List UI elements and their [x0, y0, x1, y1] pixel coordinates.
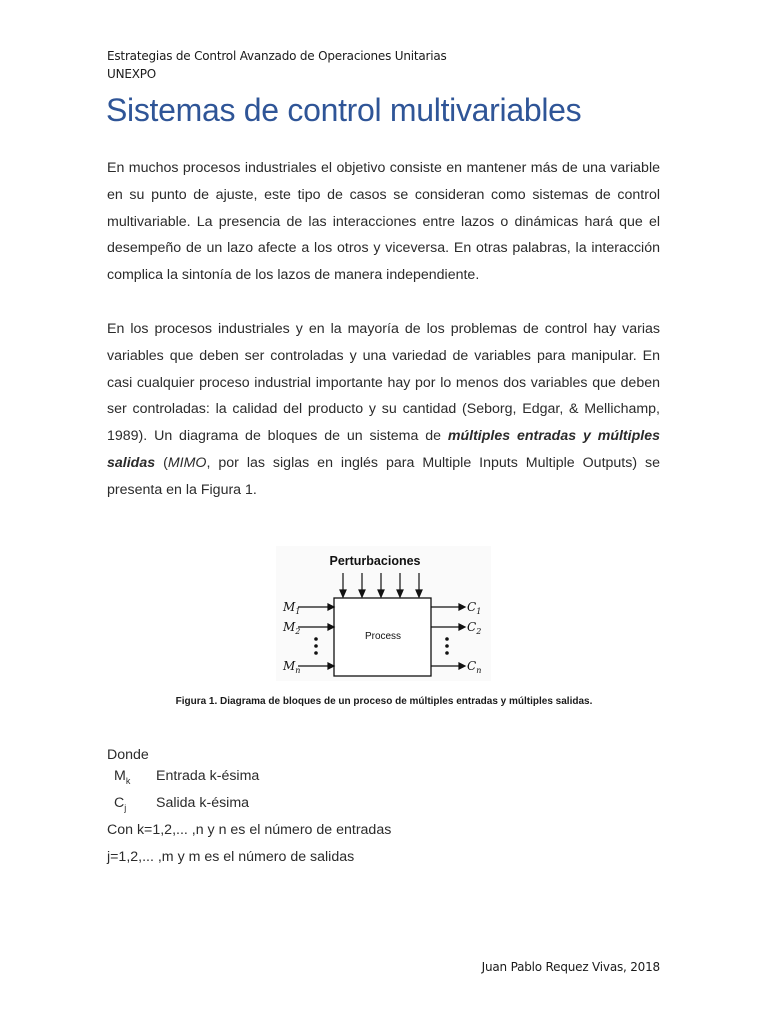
paragraph-mimo-text-3: , por las siglas en inglés para Multiple Inputs Multiple Outputs) se presenta en la Figura 1.	[107, 454, 661, 498]
input-label-2: $M_2$	[283, 620, 301, 636]
paragraph-mimo	[107, 316, 660, 504]
input-ellipsis	[314, 637, 318, 655]
disturbances-label: Perturbaciones	[329, 554, 421, 568]
input-label-1: $M_1$	[283, 600, 301, 616]
process-label: Process	[364, 631, 402, 642]
input-label-n: $M_n$	[283, 659, 301, 675]
paragraph-mimo-text-2: (	[155, 454, 168, 471]
document-header	[107, 47, 447, 83]
paragraph-intro: En muchos procesos industriales el objetivo consiste en mantener más de una variable en su punto de ajuste, este tipo de casos se consideran como sistemas de control multivariable. La presencia de las interacciones entre lazos o dinámicas hará que el desempeño de un lazo afecte a los otros y viceversa. En otras palabras, la interacción complica la sintonía de los lazos de manera independiente.	[107, 160, 660, 284]
course-name: Estrategias de Control Avanzado de Operaciones Unitarias	[107, 49, 447, 63]
definitions-intro: Donde	[107, 747, 149, 763]
output-ellipsis	[445, 637, 449, 655]
definition-text: Entrada k-ésima	[156, 768, 260, 784]
mimo-acronym: MIMO	[167, 454, 207, 471]
page-footer: Juan Pablo Requez Vivas, 2018	[481, 960, 660, 974]
index-range-outputs: j=1,2,... ,m y m es el número de salidas	[107, 849, 355, 865]
output-label-1: $C_1$	[467, 600, 482, 616]
figure-caption: Figura 1. Diagrama de bloques de un proceso de múltiples entradas y múltiples salidas.	[175, 696, 593, 707]
index-range-inputs: Con k=1,2,... ,n y n es el número de entradas	[107, 822, 392, 838]
definition-text: Salida k-ésima	[156, 795, 250, 811]
page-title: Sistemas de control multivariables	[106, 92, 582, 128]
mimo-block-diagram	[276, 546, 491, 681]
mimo-term: múltiples entradas y múltiples salidas	[107, 428, 660, 471]
definition-symbol: $M_k$	[114, 768, 131, 786]
definition-row	[114, 795, 249, 813]
output-label-2: $C_2$	[467, 620, 482, 636]
output-label-n: $C_n$	[467, 659, 482, 675]
definition-symbol: $C_j$	[114, 795, 127, 813]
definition-row	[114, 768, 259, 786]
paragraph-mimo-text-1: En los procesos industriales y en la mayoría de los problemas de control hay varias variables que deben ser controladas y una variedad de variables para manipular. En casi cualquier proceso industrial importante hay por lo menos dos variables que deben ser controladas: la calidad del producto y su cantidad (Seborg, Edgar, & Mellichamp, 1989). Un diagrama de bloques de un sistema de	[107, 321, 660, 445]
institution-name: UNEXPO	[107, 67, 157, 81]
